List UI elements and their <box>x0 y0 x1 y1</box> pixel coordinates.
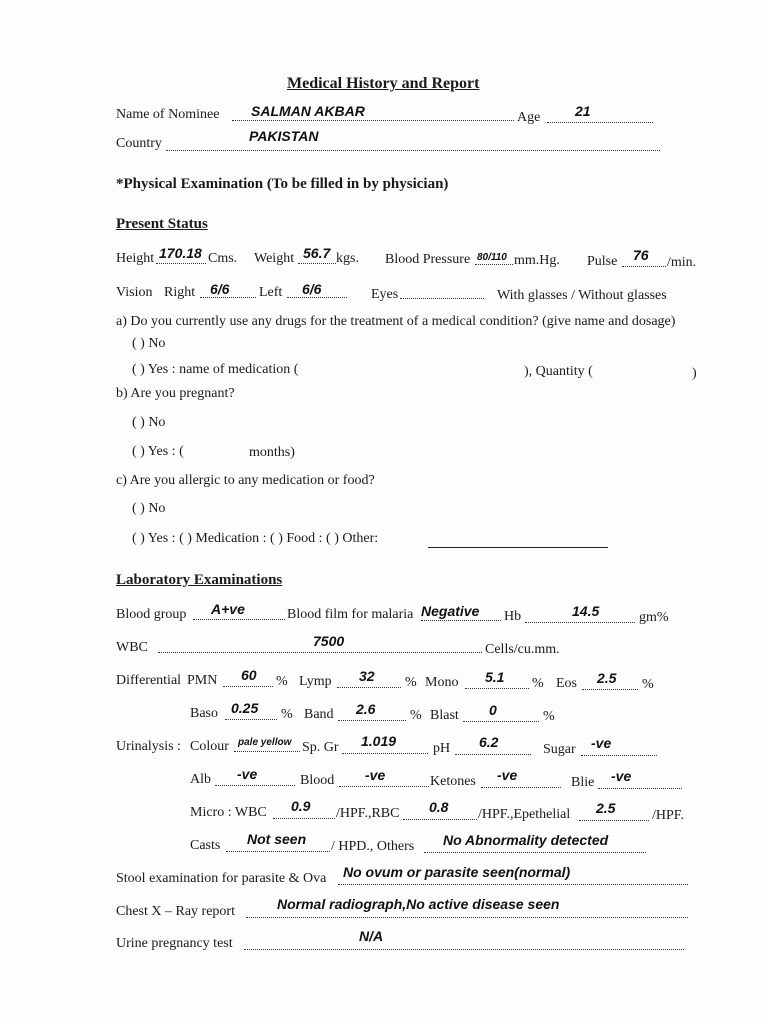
blie-value: -ve <box>611 768 632 784</box>
ketones-line <box>481 787 561 788</box>
present-status-heading: Present Status <box>116 216 208 232</box>
pregnancy-label: Urine pregnancy test <box>116 936 233 951</box>
mono-percent: % <box>532 676 544 691</box>
micro-label: Micro : WBC <box>190 805 267 820</box>
question-a-close: ) <box>692 366 697 381</box>
hb-label: Hb <box>504 609 522 624</box>
band-label: Band <box>304 707 334 722</box>
blie-line <box>598 788 682 789</box>
vision-right-label: Right <box>164 285 196 300</box>
question-a-no: ( ) No <box>132 336 166 351</box>
blast-line <box>463 721 539 722</box>
micro-epi-line <box>579 820 649 821</box>
blood-group-label: Blood group <box>116 607 187 622</box>
weight-line <box>298 263 336 264</box>
lymp-value: 32 <box>359 668 375 684</box>
xray-label: Chest X – Ray report <box>116 904 235 919</box>
alb-value: -ve <box>237 766 258 782</box>
pulse-value: 76 <box>633 247 649 263</box>
question-c: c) Are you allergic to any medication or food? <box>116 473 375 488</box>
glasses-options: With glasses / Without glasses <box>497 288 667 303</box>
alb-line <box>215 785 295 786</box>
eyes-line <box>400 298 484 299</box>
question-b: b) Are you pregnant? <box>116 386 235 401</box>
mono-value: 5.1 <box>485 669 505 685</box>
wbc-value: 7500 <box>313 633 345 649</box>
hpf-rbc-label: /HPF.,RBC <box>336 806 400 821</box>
spgr-line <box>342 753 428 754</box>
ketones-value: -ve <box>497 767 518 783</box>
weight-value: 56.7 <box>303 245 331 261</box>
micro-epi-value: 2.5 <box>596 800 616 816</box>
casts-line <box>226 851 330 852</box>
eos-label: Eos <box>556 676 577 691</box>
baso-label: Baso <box>190 706 218 721</box>
height-value: 170.18 <box>159 245 202 261</box>
age-value: 21 <box>575 103 591 119</box>
ketones-label: Ketones <box>430 774 476 789</box>
pulse-label: Pulse <box>587 254 618 269</box>
hb-line <box>525 622 635 623</box>
sugar-label: Sugar <box>543 742 576 757</box>
band-line <box>338 720 406 721</box>
blast-value: 0 <box>489 702 497 718</box>
bp-line <box>475 264 513 265</box>
vision-right-value: 6/6 <box>210 281 230 297</box>
physical-exam-heading: *Physical Examination (To be filled in by physician) <box>116 176 449 192</box>
pmn-line <box>223 686 273 687</box>
xray-value: Normal radiograph,No active disease seen <box>277 896 560 912</box>
lab-heading: Laboratory Examinations <box>116 572 283 588</box>
ph-label: pH <box>433 741 451 756</box>
pulse-unit: /min. <box>667 255 697 270</box>
blood-value: -ve <box>365 767 386 783</box>
lymp-line <box>337 687 401 688</box>
bp-unit: mm.Hg. <box>514 253 560 268</box>
bp-value: 80/110 <box>477 252 507 263</box>
question-b-no: ( ) No <box>132 415 166 430</box>
micro-rbc-value: 0.8 <box>429 799 449 815</box>
eos-value: 2.5 <box>597 670 617 686</box>
vision-left-label: Left <box>259 285 283 300</box>
blast-label: Blast <box>430 708 459 723</box>
spgr-label: Sp. Gr <box>302 740 339 755</box>
pregnancy-value: N/A <box>359 928 384 944</box>
vision-left-line <box>287 297 347 298</box>
wbc-line <box>158 652 482 653</box>
blie-label: Blie <box>571 775 595 790</box>
band-value: 2.6 <box>356 701 376 717</box>
colour-label: Colour <box>190 739 229 754</box>
colour-value: pale yellow <box>238 737 292 748</box>
eyes-label: Eyes <box>371 287 399 302</box>
hpd-others-label: / HPD., Others <box>331 839 415 854</box>
pregnancy-line <box>244 949 684 950</box>
malaria-line <box>421 620 501 621</box>
blood-line <box>339 786 429 787</box>
blood-group-line <box>193 619 285 620</box>
stool-line <box>338 884 688 885</box>
urinalysis-label: Urinalysis : <box>116 739 181 754</box>
blast-percent: % <box>543 709 555 724</box>
nominee-name-label: Name of Nominee <box>116 107 220 122</box>
hb-unit: gm% <box>639 610 669 625</box>
pmn-label: PMN <box>187 673 218 688</box>
question-b-yes: ( ) Yes : ( <box>132 444 184 459</box>
stool-label: Stool examination for parasite & Ova <box>116 871 327 886</box>
pmn-percent: % <box>276 674 288 689</box>
question-c-no: ( ) No <box>132 501 166 516</box>
differential-label: Differential <box>116 673 182 688</box>
others-value: No Abnormality detected <box>443 832 609 848</box>
wbc-label: WBC <box>116 640 148 655</box>
pulse-line <box>622 266 666 267</box>
question-c-other-line <box>428 547 608 548</box>
stool-value: No ovum or parasite seen(normal) <box>343 864 571 880</box>
xray-line <box>246 917 688 918</box>
age-line <box>547 122 653 123</box>
question-a-yes: ( ) Yes : name of medication ( <box>132 362 299 377</box>
baso-percent: % <box>281 707 293 722</box>
mono-line <box>465 688 529 689</box>
country-value: PAKISTAN <box>249 128 319 144</box>
ph-value: 6.2 <box>479 734 499 750</box>
question-a: a) Do you currently use any drugs for the treatment of a medical condition? (give name and dosage) <box>116 314 676 329</box>
casts-label: Casts <box>190 838 221 853</box>
lymp-label: Lymp <box>299 674 332 689</box>
colour-line <box>234 751 300 752</box>
micro-wbc-line <box>273 818 335 819</box>
blood-group-value: A+ve <box>211 601 245 617</box>
sugar-value: -ve <box>591 735 612 751</box>
sugar-line <box>581 755 657 756</box>
weight-unit: kgs. <box>336 251 359 266</box>
bp-label: Blood Pressure <box>385 252 471 267</box>
spgr-value: 1.019 <box>361 733 397 749</box>
weight-label: Weight <box>254 251 295 266</box>
lymp-percent: % <box>405 675 417 690</box>
blood-label: Blood <box>300 773 335 788</box>
eos-percent: % <box>642 677 654 692</box>
height-line <box>156 263 206 264</box>
baso-line <box>225 719 277 720</box>
mono-label: Mono <box>425 675 459 690</box>
vision-right-line <box>200 297 256 298</box>
hb-value: 14.5 <box>572 603 600 619</box>
micro-wbc-value: 0.9 <box>291 798 311 814</box>
vision-label: Vision <box>116 285 153 300</box>
nominee-name-value: SALMAN AKBAR <box>251 103 365 119</box>
question-b-months: months) <box>249 445 295 460</box>
hpf-epi-label: /HPF.,Epethelial <box>478 807 571 822</box>
others-line <box>424 852 646 853</box>
vision-left-value: 6/6 <box>302 281 322 297</box>
pmn-value: 60 <box>241 667 257 683</box>
question-c-yes: ( ) Yes : ( ) Medication : ( ) Food : ( ) Other: <box>132 531 379 546</box>
nominee-name-line <box>232 120 514 121</box>
country-line <box>166 150 660 151</box>
age-label: Age <box>517 110 541 125</box>
casts-value: Not seen <box>247 831 307 847</box>
alb-label: Alb <box>190 772 211 787</box>
wbc-unit: Cells/cu.mm. <box>485 642 560 657</box>
baso-value: 0.25 <box>231 700 259 716</box>
micro-rbc-line <box>403 819 477 820</box>
height-unit: Cms. <box>208 251 238 266</box>
malaria-value: Negative <box>421 603 480 619</box>
band-percent: % <box>410 708 422 723</box>
malaria-label: Blood film for malaria <box>287 607 414 622</box>
eos-line <box>582 689 638 690</box>
country-label: Country <box>116 136 162 151</box>
question-a-quantity: ), Quantity ( <box>524 364 593 379</box>
height-label: Height <box>116 251 155 266</box>
hpf-label: /HPF. <box>652 808 684 823</box>
page-title: Medical History and Report <box>287 75 480 92</box>
ph-line <box>455 754 531 755</box>
